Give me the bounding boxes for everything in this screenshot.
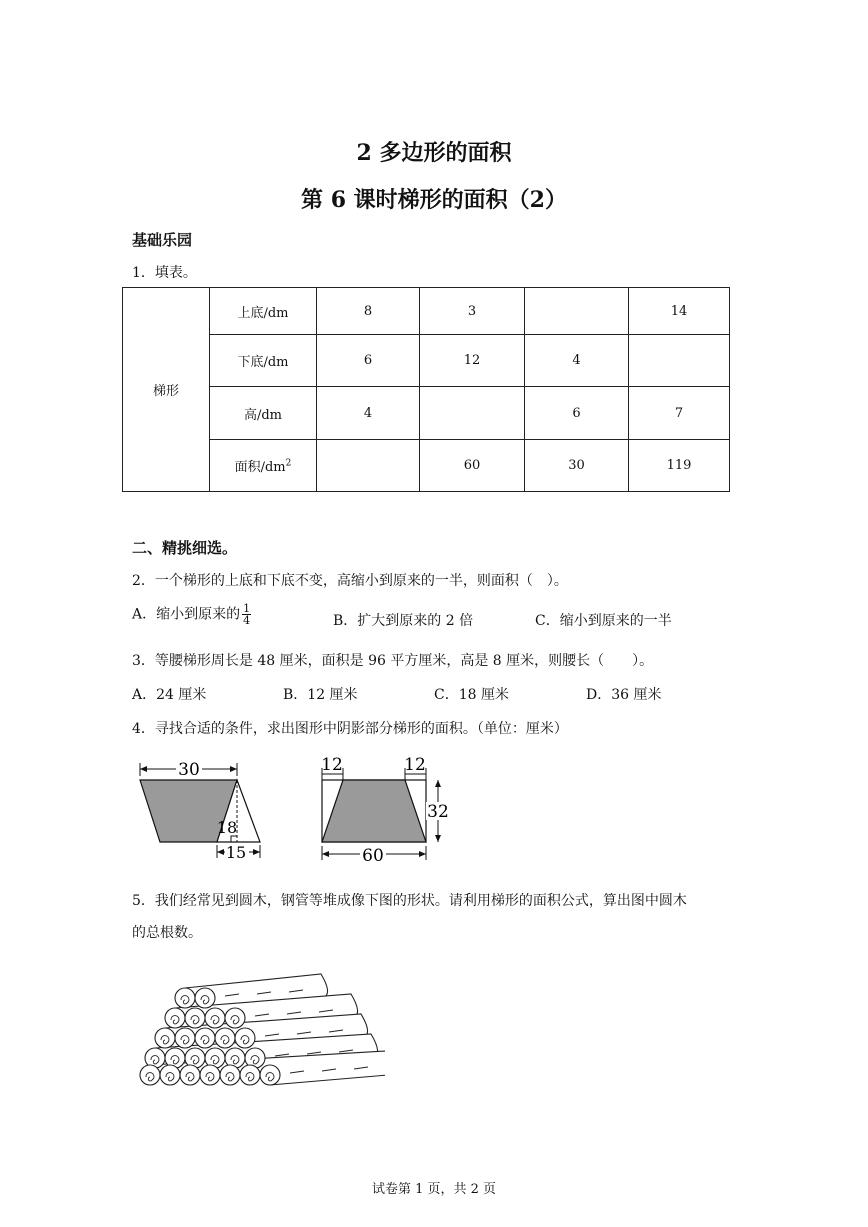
log-end (260, 1065, 280, 1085)
q2-option-b[interactable]: B．扩大到原来的 2 倍 (333, 613, 474, 629)
log-end (235, 1028, 255, 1048)
arrow-head (435, 835, 441, 842)
fraction-one-quarter (242, 603, 251, 626)
log-end (195, 1028, 215, 1048)
table-cell: 4 (525, 335, 629, 387)
table-cell: 12 (420, 335, 525, 387)
q2-option-c[interactable]: C．缩小到原来的一半 (535, 613, 672, 629)
log-end (225, 1008, 245, 1028)
area-label: 面积/dm (234, 460, 286, 475)
log-end (160, 1065, 180, 1085)
table-cell: 6 (525, 387, 629, 440)
area-superscript: 2 (285, 458, 292, 469)
right-label: 12 (404, 755, 426, 775)
table-cell (525, 288, 629, 335)
page-title: 2 多边形的面积 (356, 140, 512, 166)
trapezoid-figure-2 (312, 752, 462, 868)
table-cell: 60 (420, 440, 525, 492)
question-5-line-1: 5．我们经常见到圆木，钢管等堆成像下图的形状。请利用梯形的面积公式，算出图中圆木 (132, 893, 687, 909)
section-choice: 二、精挑细选。 (132, 539, 238, 557)
table-cell: 7 (629, 387, 730, 440)
arrow-head (217, 849, 224, 855)
log-end (155, 1028, 175, 1048)
q2-option-a-text: A．缩小到原来的 (132, 606, 241, 623)
arrow-head (230, 766, 237, 772)
left-label: 12 (321, 755, 343, 775)
arrow-head (419, 851, 426, 857)
question-4-text: 4．寻找合适的条件，求出图形中阴影部分梯形的面积。（单位：厘米） (132, 721, 568, 737)
q3-option-b[interactable]: B．12 厘米 (283, 687, 358, 703)
trapezoid-figure-1 (130, 756, 270, 866)
table-cell-label: 下底/dm (210, 335, 317, 387)
table-cell: 6 (317, 335, 420, 387)
q3-option-c[interactable]: C．18 厘米 (434, 687, 509, 703)
height-label: 32 (427, 802, 449, 822)
arrow-head (253, 849, 260, 855)
arrow-head (435, 780, 441, 787)
log-end (195, 988, 215, 1008)
fraction-numerator: 1 (243, 602, 251, 615)
fraction-denominator: 4 (243, 614, 251, 627)
log-end (175, 988, 195, 1008)
table-cell (317, 440, 420, 492)
table-cell: 3 (420, 288, 525, 335)
question-1-text: 1．填表。 (132, 265, 197, 281)
table-cell-label (210, 440, 317, 492)
log-end (140, 1065, 160, 1085)
table-cell: 4 (317, 387, 420, 440)
log-end (205, 1008, 225, 1028)
log-end (165, 1008, 185, 1028)
q3-option-a[interactable]: A．24 厘米 (132, 687, 207, 703)
log-pile-image (135, 955, 385, 1090)
arrow-head (140, 766, 147, 772)
log-end (220, 1065, 240, 1085)
lesson-title: 第 6 课时梯形的面积（2） (301, 187, 567, 213)
top-label: 30 (178, 760, 200, 780)
log-end (185, 1008, 205, 1028)
table-cell: 119 (629, 440, 730, 492)
bottom-label: 15 (225, 843, 247, 862)
q2-option-a[interactable] (132, 603, 251, 626)
question-5-line-2: 的总根数。 (132, 925, 202, 941)
question-3-text: 3．等腰梯形周长是 48 厘米，面积是 96 平方厘米，高是 8 厘米，则腰长（ ）。 (132, 653, 654, 669)
table-cell (420, 387, 525, 440)
height-label: 18 (216, 818, 238, 837)
fill-table (122, 287, 730, 492)
table-cell: 30 (525, 440, 629, 492)
log-end (200, 1065, 220, 1085)
table-cell-label: 上底/dm (210, 288, 317, 335)
log-end (240, 1065, 260, 1085)
table-cell: 8 (317, 288, 420, 335)
q3-option-d[interactable]: D．36 厘米 (586, 687, 662, 703)
table-cell: 14 (629, 288, 730, 335)
table-row-header: 梯形 (123, 288, 210, 492)
arrow-head (322, 851, 329, 857)
log-end (175, 1028, 195, 1048)
section-basic: 基础乐园 (132, 231, 193, 249)
question-2-text: 2．一个梯形的上底和下底不变，高缩小到原来的一半，则面积（ ）。 (132, 573, 568, 589)
log-end (215, 1028, 235, 1048)
table-cell-label: 高/dm (210, 387, 317, 440)
log-end (180, 1065, 200, 1085)
bottom-label: 60 (362, 846, 384, 866)
table-cell (629, 335, 730, 387)
page-footer: 试卷第 1 页，共 2 页 (371, 1182, 497, 1197)
